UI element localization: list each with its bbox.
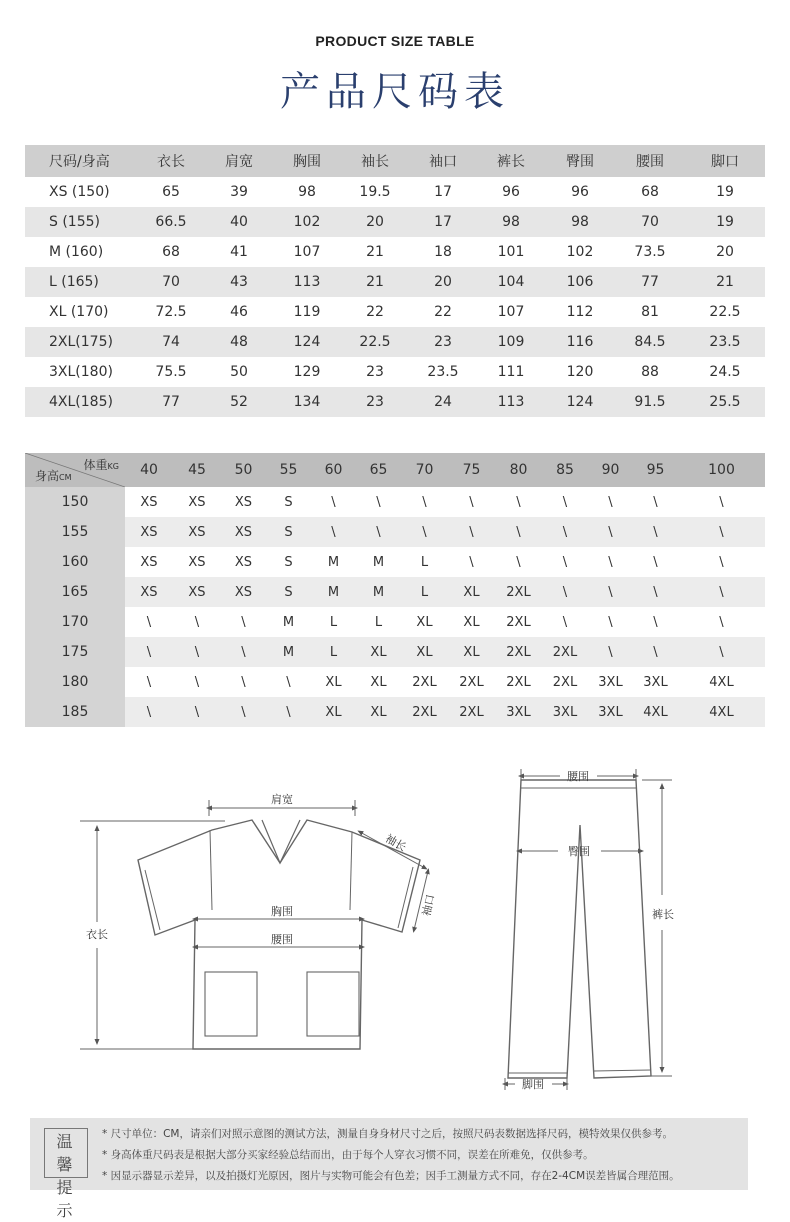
measurement-cell: 65 — [162, 184, 180, 200]
height-row — [25, 607, 765, 637]
size-label-cell: S (155) — [25, 207, 137, 237]
measurement-cell: 134 — [273, 387, 341, 417]
size-recommendation-cell: \ — [125, 637, 173, 667]
size-recommendation-cell: \ — [562, 614, 568, 630]
column-header: 袖长 — [341, 145, 409, 177]
size-recommendation-cell: L — [311, 637, 356, 667]
right-pocket — [307, 972, 359, 1036]
size-recommendation-cell: \ — [516, 554, 521, 570]
measurement-cell: 81 — [641, 304, 659, 320]
measurement-cell: 43 — [205, 267, 273, 297]
measurement-cell: 21 — [366, 244, 384, 260]
size-recommendation-cell: XS — [140, 494, 158, 510]
size-recommendation-cell: 2XL — [552, 674, 578, 690]
english-title: PRODUCT SIZE TABLE — [315, 33, 475, 49]
size-recommendation-cell: \ — [608, 614, 613, 630]
size-recommendation-cell: \ — [241, 674, 246, 690]
measurement-cell: 19 — [685, 207, 765, 237]
measurement-cell: 107 — [497, 304, 525, 320]
measurement-cell: 22.5 — [341, 327, 409, 357]
height-row — [25, 487, 765, 517]
size-recommendation-cell: M — [282, 614, 295, 630]
measurement-cell: 113 — [273, 267, 341, 297]
size-recommendation-cell: \ — [241, 614, 246, 630]
size-recommendation-cell: XL — [370, 674, 387, 690]
height-row — [25, 577, 765, 607]
size-row — [25, 327, 765, 357]
size-recommendation-cell: \ — [653, 554, 658, 570]
size-recommendation-cell: \ — [422, 494, 427, 510]
measurement-cell: 104 — [477, 267, 545, 297]
measurement-cell: 20 — [409, 267, 477, 297]
sleeve-length-label: 袖长 — [382, 831, 409, 855]
measurement-cell: 19.5 — [359, 184, 391, 200]
height-cell: 150 — [25, 487, 125, 517]
size-recommendation-cell: XL — [325, 674, 342, 690]
column-header: 脚口 — [685, 145, 765, 177]
size-recommendation-cell: XS — [173, 577, 221, 607]
measurement-cell: 116 — [545, 327, 615, 357]
size-recommendation-cell: \ — [173, 697, 221, 727]
measurement-cell: 101 — [497, 244, 525, 260]
size-recommendation-cell: \ — [469, 494, 474, 510]
size-recommendation-cell: \ — [588, 577, 633, 607]
size-recommendation-cell: M — [266, 637, 311, 667]
height-row — [25, 517, 765, 547]
size-label-cell: 4XL(185) — [25, 387, 137, 417]
measurement-cell: 77 — [137, 387, 205, 417]
measurement-cell: 112 — [566, 304, 594, 320]
size-recommendation-cell: \ — [356, 517, 401, 547]
height-row — [25, 697, 765, 727]
measurement-cell: 48 — [205, 327, 273, 357]
measurement-cell: 22 — [434, 304, 452, 320]
size-label-cell: 3XL(180) — [49, 364, 113, 380]
size-recommendation-cell: 2XL — [412, 674, 437, 690]
size-row — [25, 207, 765, 237]
weight-header: 80 — [495, 453, 542, 487]
size-recommendation-cell: 2XL — [506, 674, 531, 690]
size-recommendation-cell: \ — [194, 674, 200, 690]
size-recommendation-cell: S — [284, 554, 293, 570]
measurement-cell: 18 — [434, 244, 452, 260]
notice-label-line: 提 示 — [56, 1178, 76, 1220]
measurement-cell: 24.5 — [709, 364, 741, 380]
measurement-cell: 21 — [341, 267, 409, 297]
size-recommendation-cell: 4XL — [709, 674, 734, 690]
measurement-cell: 66.5 — [137, 207, 205, 237]
measurement-cell: 23.5 — [685, 327, 765, 357]
column-header: 胸围 — [273, 145, 341, 177]
weight-header: 65 — [356, 453, 401, 487]
chest-label: 胸围 — [271, 905, 293, 918]
size-recommendation-cell: L — [420, 554, 429, 570]
size-recommendation-cell: XS — [234, 554, 253, 570]
size-recommendation-cell: XS — [221, 577, 266, 607]
pants-right-hem — [594, 1070, 651, 1071]
measurement-cell: 75.5 — [155, 364, 187, 380]
size-recommendation-cell: 2XL — [401, 697, 448, 727]
measurement-cell: 40 — [205, 207, 273, 237]
size-recommendation-cell: \ — [719, 614, 724, 630]
size-recommendation-cell: S — [266, 577, 311, 607]
size-recommendation-cell: \ — [194, 614, 200, 630]
size-row — [25, 387, 765, 417]
notice-line: * 因显示器显示差异，以及拍摄灯光原因，图片与实物可能会有色差；因手工测量方式不同，存在2-4CM误差皆属合理范围。 — [102, 1170, 680, 1182]
weight-header: 100 — [678, 453, 765, 487]
measurement-cell: 52 — [205, 387, 273, 417]
measurement-cell: 22 — [366, 304, 384, 320]
weight-header: 55 — [266, 453, 311, 487]
hem-label: 脚围 — [522, 1078, 544, 1091]
size-recommendation-cell: \ — [678, 637, 765, 667]
size-recommendation-cell: XL — [463, 614, 480, 630]
measurement-cell: 98 — [545, 207, 615, 237]
measurement-cell: 70 — [615, 207, 685, 237]
weight-header: 50 — [221, 453, 266, 487]
size-recommendation-cell: \ — [146, 674, 152, 690]
height-cell: 180 — [25, 667, 125, 697]
size-recommendation-cell: \ — [221, 697, 266, 727]
size-recommendation-cell: \ — [495, 517, 542, 547]
cuff-label: 袖口 — [419, 893, 438, 918]
size-recommendation-cell: \ — [125, 697, 173, 727]
size-recommendation-cell: \ — [331, 494, 336, 510]
size-table — [25, 145, 765, 417]
size-recommendation-cell: XS — [173, 517, 221, 547]
notice-line: * 身高体重尺码表是根据大部分买家经验总结而出，由于每个人穿衣习惯不同，误差在所难免，仅供参考。 — [102, 1149, 594, 1161]
height-row — [25, 547, 765, 577]
size-recommendation-cell: \ — [562, 494, 568, 510]
size-recommendation-cell: \ — [633, 637, 678, 667]
size-recommendation-cell: \ — [633, 517, 678, 547]
column-header: 肩宽 — [205, 145, 273, 177]
measurement-cell: 124 — [273, 327, 341, 357]
measurement-cell: 120 — [566, 364, 594, 380]
size-recommendation-cell: \ — [608, 494, 613, 510]
measurement-cell: 96 — [502, 184, 520, 200]
measurement-cell: 17 — [409, 207, 477, 237]
size-recommendation-cell: M — [311, 577, 356, 607]
height-weight-table — [25, 453, 765, 727]
weight-header: 85 — [542, 453, 588, 487]
measurement-cell: 20 — [716, 244, 734, 260]
size-recommendation-cell: \ — [719, 554, 724, 570]
length-label: 衣长 — [86, 928, 108, 941]
measurement-cell: 129 — [293, 364, 321, 380]
size-recommendation-cell: XS — [221, 517, 266, 547]
measurement-cell: 46 — [230, 304, 248, 320]
measurement-cell: 70 — [137, 267, 205, 297]
size-recommendation-cell: \ — [173, 637, 221, 667]
height-cell: 155 — [25, 517, 125, 547]
column-header: 腰围 — [615, 145, 685, 177]
size-recommendation-cell: S — [266, 517, 311, 547]
height-cell: 165 — [25, 577, 125, 607]
column-header: 臀围 — [545, 145, 615, 177]
size-row — [25, 177, 765, 207]
height-cell: 160 — [25, 547, 125, 577]
size-recommendation-cell: \ — [266, 697, 311, 727]
height-row — [25, 637, 765, 667]
waist-label: 腰围 — [271, 933, 293, 946]
size-recommendation-cell: XL — [416, 614, 433, 630]
size-recommendation-cell: XL — [356, 697, 401, 727]
measurement-cell: 41 — [230, 244, 248, 260]
size-recommendation-cell: 3XL — [542, 697, 588, 727]
height-row — [25, 667, 765, 697]
chinese-title: 产品尺码表 — [280, 69, 510, 115]
measurement-cell: 124 — [545, 387, 615, 417]
size-table-header — [25, 145, 765, 177]
measurement-cell: 96 — [571, 184, 589, 200]
size-recommendation-cell: XL — [311, 697, 356, 727]
pants-diagram — [508, 780, 651, 1078]
height-corner-label: 身高CM — [35, 469, 72, 483]
pants-length-label: 裤长 — [652, 908, 674, 921]
measurement-cell: 109 — [477, 327, 545, 357]
size-label-cell: 2XL(175) — [25, 327, 137, 357]
size-recommendation-cell: \ — [588, 637, 633, 667]
size-recommendation-cell: 2XL — [506, 614, 531, 630]
size-recommendation-cell: \ — [608, 554, 613, 570]
size-recommendation-cell: L — [329, 614, 338, 630]
hip-label: 臀围 — [568, 845, 590, 858]
weight-corner-label: 体重KG — [83, 458, 119, 472]
column-header: 尺码/身高 — [25, 145, 137, 177]
size-recommendation-cell: \ — [516, 494, 521, 510]
notice-box — [30, 1118, 748, 1220]
size-recommendation-cell: \ — [542, 517, 588, 547]
measurement-diagram — [0, 760, 790, 1100]
size-recommendation-cell: \ — [678, 577, 765, 607]
notice-label — [44, 1128, 88, 1220]
column-header: 裤长 — [477, 145, 545, 177]
size-recommendation-cell: \ — [401, 517, 448, 547]
size-recommendation-cell: 3XL — [588, 697, 633, 727]
measurement-cell: 50 — [230, 364, 248, 380]
size-recommendation-cell: XL — [448, 577, 495, 607]
size-recommendation-cell: 4XL — [678, 697, 765, 727]
measurement-cell: 72.5 — [155, 304, 187, 320]
column-header: 衣长 — [137, 145, 205, 177]
size-recommendation-cell: 2XL — [495, 577, 542, 607]
measurement-cell: 22.5 — [709, 304, 741, 320]
size-recommendation-cell: \ — [311, 517, 356, 547]
pants-measure-lines — [505, 769, 672, 1090]
measurement-cell: 77 — [615, 267, 685, 297]
size-recommendation-cell: 2XL — [448, 697, 495, 727]
size-recommendation-cell: \ — [542, 577, 588, 607]
weight-header-row — [25, 453, 765, 487]
size-recommendation-cell: \ — [633, 577, 678, 607]
size-recommendation-cell: 2XL — [542, 637, 588, 667]
size-recommendation-cell: \ — [588, 517, 633, 547]
size-recommendation-cell: M — [372, 554, 385, 570]
size-recommendation-cell: XS — [188, 554, 206, 570]
height-cell: 170 — [25, 607, 125, 637]
measurement-cell: 111 — [497, 364, 525, 380]
size-recommendation-cell: \ — [286, 674, 291, 690]
size-recommendation-cell: \ — [653, 494, 658, 510]
measurement-cell: 21 — [685, 267, 765, 297]
size-recommendation-cell: XL — [356, 637, 401, 667]
size-recommendation-cell: \ — [653, 614, 658, 630]
size-recommendation-cell: 2XL — [459, 674, 484, 690]
notice-text — [102, 1124, 742, 1187]
measurement-cell: 68 — [641, 184, 659, 200]
measurement-cell: 23 — [341, 387, 409, 417]
size-recommendation-cell: \ — [376, 494, 381, 510]
height-cell: 175 — [25, 637, 125, 667]
column-header: 袖口 — [409, 145, 477, 177]
size-recommendation-cell: \ — [221, 637, 266, 667]
measurement-cell: 23.5 — [427, 364, 459, 380]
size-recommendation-cell: XS — [125, 577, 173, 607]
size-recommendation-cell: 3XL — [495, 697, 542, 727]
table-corner — [25, 453, 125, 487]
size-recommendation-cell: 2XL — [495, 637, 542, 667]
measurement-cell: 19 — [716, 184, 734, 200]
size-recommendation-cell: XS — [140, 554, 158, 570]
size-recommendation-cell: M — [327, 554, 340, 570]
height-cell: 185 — [25, 697, 125, 727]
size-label-cell: M (160) — [49, 244, 104, 260]
size-recommendation-cell: \ — [469, 554, 474, 570]
pants-outline — [508, 780, 651, 1078]
measurement-cell: 107 — [293, 244, 321, 260]
pants-waist-label: 腰围 — [567, 770, 589, 783]
measurement-cell: 39 — [230, 184, 248, 200]
measurement-cell: 84.5 — [615, 327, 685, 357]
size-recommendation-cell: M — [356, 577, 401, 607]
size-label-cell: XL (170) — [49, 304, 109, 320]
size-recommendation-cell: 3XL — [643, 674, 668, 690]
left-pocket — [205, 972, 257, 1036]
size-recommendation-cell: \ — [678, 517, 765, 547]
weight-header: 70 — [401, 453, 448, 487]
size-recommendation-cell: XS — [125, 517, 173, 547]
size-row — [25, 267, 765, 297]
shoulder-label: 肩宽 — [271, 793, 293, 806]
size-recommendation-cell: \ — [448, 517, 495, 547]
weight-header: 75 — [448, 453, 495, 487]
measurement-cell: 98 — [298, 184, 316, 200]
measurement-cell: 119 — [293, 304, 321, 320]
size-recommendation-cell: \ — [719, 494, 724, 510]
measurement-cell: 113 — [477, 387, 545, 417]
weight-header: 45 — [173, 453, 221, 487]
size-row — [25, 297, 765, 327]
measurement-cell: 98 — [477, 207, 545, 237]
measurement-cell: 88 — [641, 364, 659, 380]
size-recommendation-cell: S — [284, 494, 293, 510]
weight-header: 95 — [633, 453, 678, 487]
measurement-cell: 102 — [273, 207, 341, 237]
measurement-cell: 102 — [566, 244, 594, 260]
measurement-cell: 106 — [545, 267, 615, 297]
size-recommendation-cell: XS — [188, 494, 206, 510]
measurement-cell: 74 — [137, 327, 205, 357]
size-recommendation-cell: \ — [146, 614, 152, 630]
size-recommendation-cell: XL — [401, 637, 448, 667]
size-recommendation-cell: XS — [234, 494, 253, 510]
size-label-cell: XS (150) — [49, 184, 110, 200]
weight-header: 90 — [588, 453, 633, 487]
weight-header: 60 — [311, 453, 356, 487]
size-row — [25, 357, 765, 387]
measurement-cell: 20 — [341, 207, 409, 237]
notice-label-line: 温 馨 — [56, 1132, 76, 1174]
size-row — [25, 237, 765, 267]
measurement-cell: 24 — [409, 387, 477, 417]
size-recommendation-cell: L — [401, 577, 448, 607]
measurement-cell: 73.5 — [634, 244, 666, 260]
measurement-cell: 68 — [162, 244, 180, 260]
size-recommendation-cell: \ — [562, 554, 568, 570]
size-recommendation-cell: 4XL — [633, 697, 678, 727]
size-recommendation-cell: L — [374, 614, 383, 630]
measurement-cell: 25.5 — [685, 387, 765, 417]
size-recommendation-cell: XL — [448, 637, 495, 667]
measurement-cell: 23 — [409, 327, 477, 357]
measurement-cell: 23 — [366, 364, 384, 380]
measurement-cell: 91.5 — [615, 387, 685, 417]
right-sleeve-seam — [350, 832, 352, 910]
size-recommendation-cell: 3XL — [598, 674, 623, 690]
weight-header: 40 — [125, 453, 173, 487]
notice-line: * 尺寸单位：CM，请亲们对照示意图的测试方法，测量自身身材尺寸之后，按照尺码表数据选择尺码，模特效果仅供参考。 — [102, 1128, 673, 1140]
size-label-cell: L (165) — [25, 267, 137, 297]
left-sleeve-seam — [210, 830, 212, 910]
measurement-cell: 17 — [434, 184, 452, 200]
